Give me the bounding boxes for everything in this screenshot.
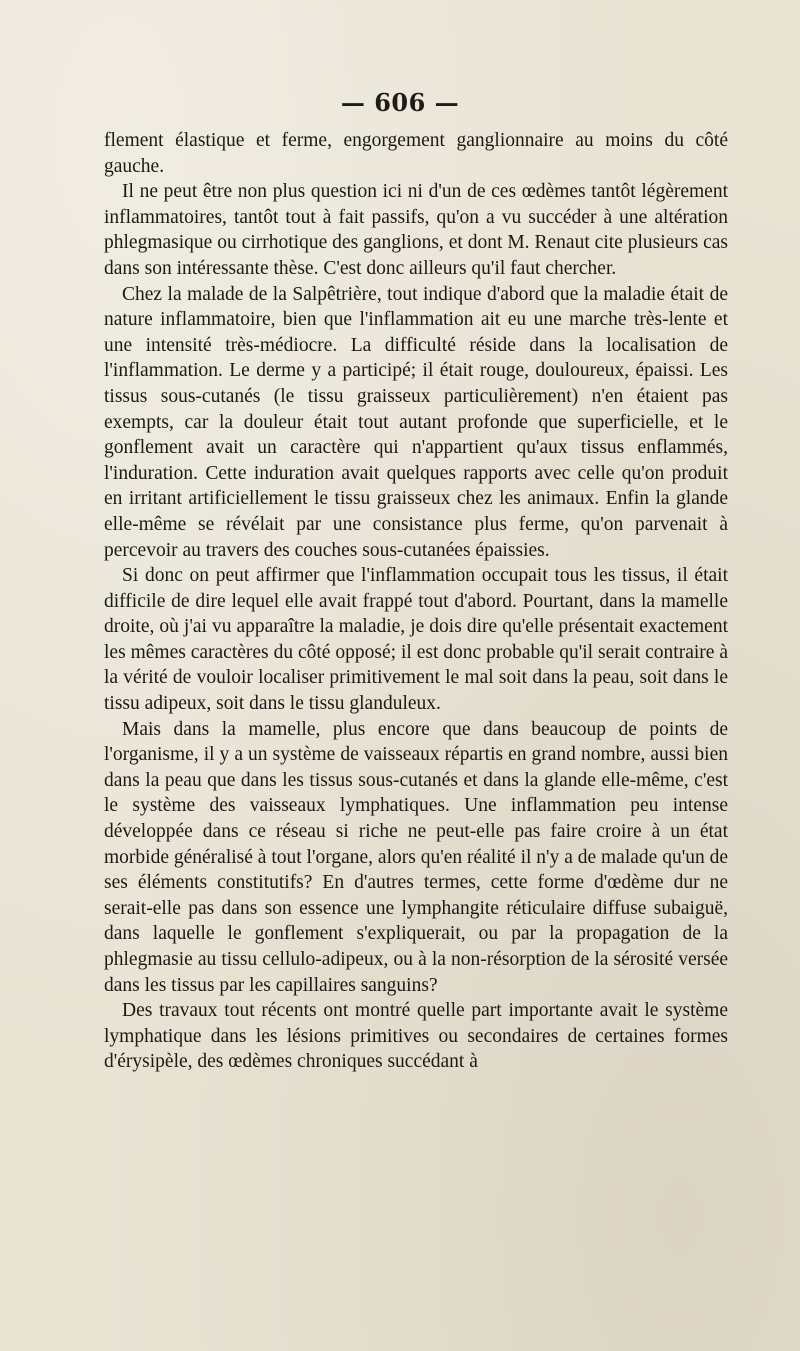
paragraph: Chez la malade de la Salpêtrière, tout indique d'abord que la maladie était de nature inflammatoire, bien que l'inflammation ait eu une marche très-lente et une intensité très-médiocre. La difficulté réside dans la localisation de l'inflammation. Le derme y a participé; il était rouge, douloureux, épaissi. Les tissus sous-cutanés (le tissu graisseux particulièrement) n'en étaient pas exempts, car la douleur était tout autant profonde que superficielle, et le gonflement avait un caractère qui n'appartient qu'aux tissus enflammés, l'induration. Cette induration avait quelques rapports avec celle qu'on produit en irritant artificiellement le tissu graisseux chez les animaux. Enfin la glande elle-même se révélait par une consistance plus ferme, qu'on parvenait à percevoir au travers des couches sous-cutanées épaissies. — [104, 283, 728, 561]
page-number: — 606 — — [340, 88, 460, 117]
paragraph: Des travaux tout récents ont montré quelle part importante avait le système lymphatique dans les lésions primitives ou secondaires de certaines formes d'érysipèle, des œdèmes chroniques succédant à — [104, 1000, 728, 1073]
body-text — [104, 128, 728, 1075]
paragraph-continuation: flement élastique et ferme, engorgement ganglionnaire au moins du côté gauche. — [104, 130, 728, 177]
paragraph: Si donc on peut affirmer que l'inflammation occupait tous les tissus, il était difficile de dire lequel elle avait frappé tout d'abord. Pourtant, dans la mamelle droite, où j'ai vu apparaître la maladie, je dois dire qu'elle présentait exactement les mêmes caractères du côté opposé; il est donc probable qu'il serait contraire à la vérité de vouloir localiser primitivement le mal soit dans la peau, soit dans le tissu adipeux, soit dans le tissu glanduleux. — [104, 565, 728, 715]
paragraph: Mais dans la mamelle, plus encore que dans beaucoup de points de l'organisme, il y a un système de vaisseaux répartis en grand nombre, aussi bien dans la peau que dans les tissus sous-cutanés et dans la glande elle-même, c'est le système des vaisseaux lymphatiques. Une inflammation peu intense développée dans ce réseau si riche ne peut-elle pas faire croire à un état morbide généralisé à tout l'organe, alors qu'en réalité il n'y a de malade qu'un de ses éléments constitutifs? En d'autres termes, cette forme d'œdème dur ne serait-elle pas dans son essence une lymphangite réticulaire diffuse subaiguë, dans laquelle le gonflement s'expliquerait, ou par la propagation de la phlegmasie au tissu cellulo-adipeux, ou à la non-résorption de la sérosité versée dans les tissus par les capillaires sanguins? — [104, 718, 728, 996]
paragraph: Il ne peut être non plus question ici ni d'un de ces œdèmes tantôt légèrement inflammatoires, tantôt tout à fait passifs, qu'on a vu succéder à une altération phlegmasique ou cirrhotique des ganglions, et dont M. Renaut cite plusieurs cas dans son intéressante thèse. C'est donc ailleurs qu'il faut chercher. — [104, 181, 728, 279]
